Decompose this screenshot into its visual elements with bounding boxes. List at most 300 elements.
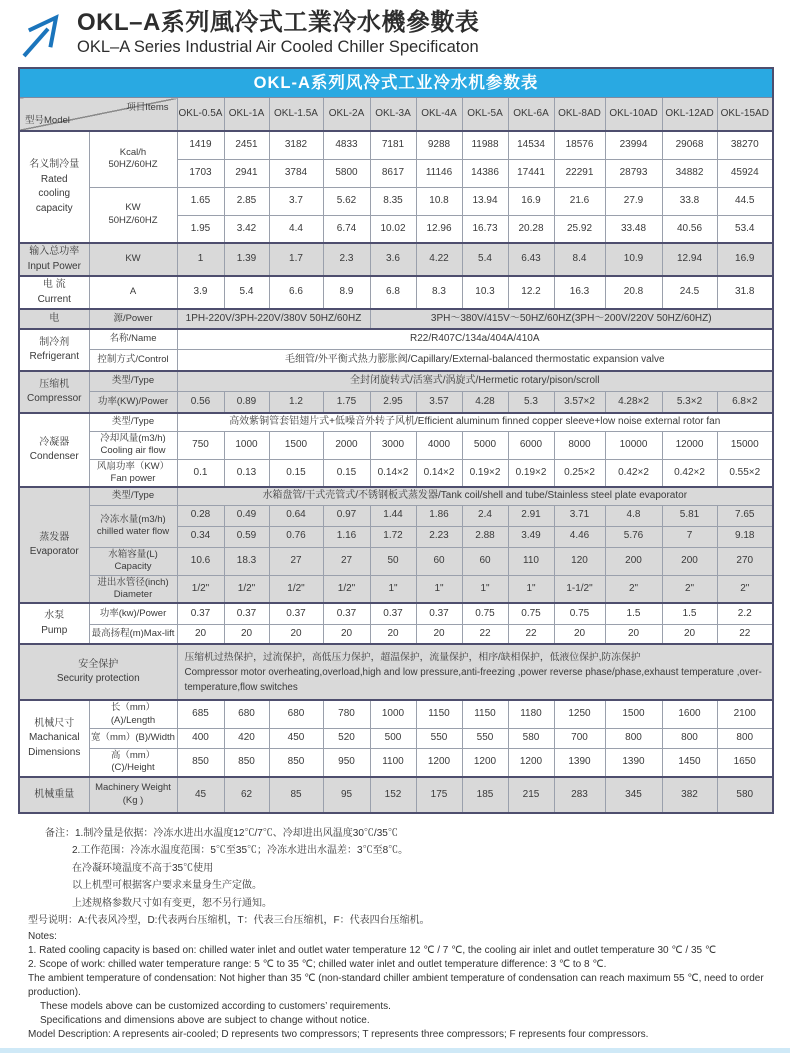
spec-cell: 0.64 bbox=[269, 505, 323, 526]
spec-cell: 14386 bbox=[462, 159, 508, 187]
spec-cell: 4.8 bbox=[605, 505, 662, 526]
spec-cell: 12.2 bbox=[508, 276, 554, 309]
model-header: OKL-8AD bbox=[554, 98, 605, 132]
spec-cell: 0.28 bbox=[177, 505, 224, 526]
spec-cell: 0.37 bbox=[370, 603, 416, 624]
spec-cell: 2100 bbox=[717, 700, 773, 728]
spec-cell: 1 bbox=[177, 243, 224, 276]
spec-cell: 152 bbox=[370, 777, 416, 813]
spec-cell: 685 bbox=[177, 700, 224, 728]
spec-cell: 0.75 bbox=[462, 603, 508, 624]
row-group-label: 名义制冷量 Rated cooling capacity bbox=[19, 131, 89, 243]
spec-cell: 3.6 bbox=[370, 243, 416, 276]
spec-cell: 7 bbox=[662, 526, 717, 547]
spec-cell: 4833 bbox=[323, 131, 370, 159]
spec-cell: 20 bbox=[554, 624, 605, 644]
model-header: OKL-15AD bbox=[717, 98, 773, 132]
spec-cell: 4000 bbox=[416, 431, 462, 459]
spec-span-cell: 高效紫铜管套铝翅片式+低噪音外转子风机/Efficient aluminum finned copper sleeve+low noise external rotor fan bbox=[177, 413, 773, 431]
spec-cell: 1-1/2" bbox=[554, 575, 605, 603]
spec-cell: 1250 bbox=[554, 700, 605, 728]
spec-cell: 3.7 bbox=[269, 187, 323, 215]
item-label: 功率(KW)/Power bbox=[89, 391, 177, 413]
spec-cell: 24.5 bbox=[662, 276, 717, 309]
note-line: 2.工作范围：冷冻水温度范围：5℃至35℃；冷冻水进出水温差：3℃至8℃。 bbox=[72, 845, 409, 857]
spec-cell: 0.37 bbox=[224, 603, 269, 624]
spec-cell: 2.2 bbox=[717, 603, 773, 624]
spec-cell: 500 bbox=[370, 729, 416, 749]
spec-span-cell: 压缩机过热保护，过流保护，高低压力保护，超温保护，流量保护，相序/缺相保护，低液位保护,防冻保护 Compressor motor overheating,overload,high and low pressure,anti-freezing ,power reverse phase/phase,exhaust temperature ,over-temperature,flow switches bbox=[177, 644, 773, 700]
spec-cell: 7.65 bbox=[717, 505, 773, 526]
spec-cell: 1200 bbox=[416, 749, 462, 777]
spec-cell: 27 bbox=[323, 547, 370, 575]
spec-cell: 0.1 bbox=[177, 459, 224, 487]
spec-cell: 580 bbox=[508, 729, 554, 749]
spec-cell: 850 bbox=[269, 749, 323, 777]
spec-cell: 20 bbox=[177, 624, 224, 644]
model-header: OKL-2A bbox=[323, 98, 370, 132]
note-line: 备注：1.制冷量是依据：冷冻水进出水温度12℃/7℃、冷却进出风温度30℃/35℃ bbox=[45, 827, 398, 839]
spec-cell: 23994 bbox=[605, 131, 662, 159]
spec-cell: 1390 bbox=[605, 749, 662, 777]
note-line: 1. Rated cooling capacity is based on: chilled water inlet and outlet water temperature 12 ℃ / 7 ℃, the cooling air inlet and outlet temperature 30 ℃ / 35 ℃ bbox=[28, 944, 717, 956]
item-label: 源/Power bbox=[89, 309, 177, 329]
spec-cell: 60 bbox=[416, 547, 462, 575]
spec-cell: 10.3 bbox=[462, 276, 508, 309]
spec-cell: 850 bbox=[224, 749, 269, 777]
spec-cell: 1390 bbox=[554, 749, 605, 777]
spec-cell: 15000 bbox=[717, 431, 773, 459]
row-group-label: 机械尺寸 Machanical Dimensions bbox=[19, 700, 89, 776]
spec-cell: 20 bbox=[416, 624, 462, 644]
spec-cell: 17441 bbox=[508, 159, 554, 187]
spec-cell: 1500 bbox=[269, 431, 323, 459]
row-group-label: 电 bbox=[19, 309, 89, 329]
spec-cell: 1" bbox=[508, 575, 554, 603]
model-header: OKL-0.5A bbox=[177, 98, 224, 132]
spec-cell: 4.28 bbox=[462, 391, 508, 413]
spec-cell: 2.23 bbox=[416, 526, 462, 547]
spec-cell: 1.16 bbox=[323, 526, 370, 547]
model-header: OKL-12AD bbox=[662, 98, 717, 132]
spec-cell: 20 bbox=[370, 624, 416, 644]
spec-cell: 2" bbox=[717, 575, 773, 603]
spec-cell: 2.4 bbox=[462, 505, 508, 526]
spec-cell: 22 bbox=[508, 624, 554, 644]
row-group-label: 水泵 Pump bbox=[19, 603, 89, 644]
spec-cell: 0.42×2 bbox=[605, 459, 662, 487]
table-title: OKL-A系列风冷式工业冷水机参数表 bbox=[19, 68, 773, 98]
item-label: 冷冻水量(m3/h) chilled water flow bbox=[89, 505, 177, 547]
spec-cell: 8.3 bbox=[416, 276, 462, 309]
spec-cell: 12.96 bbox=[416, 215, 462, 243]
spec-cell: 20.28 bbox=[508, 215, 554, 243]
note-line: 上述规格参数尺寸如有变更，恕不另行通知。 bbox=[72, 897, 272, 909]
spec-cell: 680 bbox=[224, 700, 269, 728]
spec-cell: 9.18 bbox=[717, 526, 773, 547]
spec-cell: 2.91 bbox=[508, 505, 554, 526]
spec-cell: 1000 bbox=[370, 700, 416, 728]
spec-cell: 0.15 bbox=[269, 459, 323, 487]
spec-cell: 0.76 bbox=[269, 526, 323, 547]
item-label: A bbox=[89, 276, 177, 309]
spec-span-cell: 水箱盘管/干式壳管式/不锈钢板式蒸发器/Tank coil/shell and tube/Stainless steel plate evaporator bbox=[177, 487, 773, 505]
spec-cell: 3.57 bbox=[416, 391, 462, 413]
row-group-label: 输入总功率 Input Power bbox=[19, 243, 89, 276]
spec-cell: 8617 bbox=[370, 159, 416, 187]
spec-cell: 5.4 bbox=[224, 276, 269, 309]
spec-cell: 20 bbox=[605, 624, 662, 644]
spec-cell: 1.5 bbox=[662, 603, 717, 624]
item-label: 功率(kw)/Power bbox=[89, 603, 177, 624]
spec-cell: 2451 bbox=[224, 131, 269, 159]
spec-cell: 5.3×2 bbox=[662, 391, 717, 413]
spec-cell: 4.46 bbox=[554, 526, 605, 547]
page-header bbox=[0, 0, 790, 63]
spec-cell: 1450 bbox=[662, 749, 717, 777]
item-label: 长（mm）(A)/Length bbox=[89, 700, 177, 728]
notes-zh bbox=[28, 825, 790, 930]
spec-cell: 2.88 bbox=[462, 526, 508, 547]
spec-cell: 38270 bbox=[717, 131, 773, 159]
spec-cell: 1150 bbox=[462, 700, 508, 728]
spec-cell: 34882 bbox=[662, 159, 717, 187]
item-label: Machinery Weight (Kg ) bbox=[89, 777, 177, 813]
spec-span-cell: 全封闭旋转式/活塞式/涡旋式/Hermetic rotary/pison/scroll bbox=[177, 371, 773, 391]
model-header: OKL-6A bbox=[508, 98, 554, 132]
spec-cell: 1180 bbox=[508, 700, 554, 728]
spec-cell: 29068 bbox=[662, 131, 717, 159]
spec-cell: 450 bbox=[269, 729, 323, 749]
item-label: 类型/Type bbox=[89, 371, 177, 391]
item-label: 类型/Type bbox=[89, 487, 177, 505]
spec-cell: 10.02 bbox=[370, 215, 416, 243]
spec-cell: 13.94 bbox=[462, 187, 508, 215]
spec-cell: 22 bbox=[717, 624, 773, 644]
spec-cell: 1600 bbox=[662, 700, 717, 728]
spec-cell: 27 bbox=[269, 547, 323, 575]
spec-cell: 1.39 bbox=[224, 243, 269, 276]
spec-cell: 1.86 bbox=[416, 505, 462, 526]
spec-cell: 6.74 bbox=[323, 215, 370, 243]
item-label: 风扇功率（KW） Fan power bbox=[89, 459, 177, 487]
row-group-label: 机械重量 bbox=[19, 777, 89, 813]
spec-cell: 850 bbox=[177, 749, 224, 777]
spec-cell: 1.65 bbox=[177, 187, 224, 215]
spec-cell: 6.8×2 bbox=[717, 391, 773, 413]
spec-cell: 11146 bbox=[416, 159, 462, 187]
spec-cell: 21.6 bbox=[554, 187, 605, 215]
spec-cell: 1" bbox=[416, 575, 462, 603]
spec-cell: 270 bbox=[717, 547, 773, 575]
spec-cell: 1/2" bbox=[224, 575, 269, 603]
spec-cell: 520 bbox=[323, 729, 370, 749]
spec-cell: 345 bbox=[605, 777, 662, 813]
spec-cell: 10000 bbox=[605, 431, 662, 459]
spec-cell: 1703 bbox=[177, 159, 224, 187]
note-line: 以上机型可根据客户要求来量身生产定做。 bbox=[72, 880, 262, 892]
spec-cell: 20 bbox=[323, 624, 370, 644]
spec-cell: 22291 bbox=[554, 159, 605, 187]
spec-cell: 382 bbox=[662, 777, 717, 813]
spec-cell: 1" bbox=[370, 575, 416, 603]
spec-cell: 680 bbox=[269, 700, 323, 728]
spec-cell: 0.25×2 bbox=[554, 459, 605, 487]
spec-span-cell: 毛细管/外平衡式热力膨胀阀/Capillary/External-balanced thermostatic expansion valve bbox=[177, 349, 773, 371]
spec-cell: 5.81 bbox=[662, 505, 717, 526]
spec-cell: 3.57×2 bbox=[554, 391, 605, 413]
page-titles bbox=[77, 9, 479, 57]
spec-cell: 0.97 bbox=[323, 505, 370, 526]
spec-cell: 3182 bbox=[269, 131, 323, 159]
spec-cell: 5800 bbox=[323, 159, 370, 187]
row-group-label: 安全保护 Security protection bbox=[19, 644, 177, 700]
spec-cell: 16.3 bbox=[554, 276, 605, 309]
spec-cell: 2" bbox=[662, 575, 717, 603]
row-group-label: 制冷剂 Refrigerant bbox=[19, 329, 89, 371]
spec-cell: 5.62 bbox=[323, 187, 370, 215]
spec-cell: 14534 bbox=[508, 131, 554, 159]
spec-cell: 0.14×2 bbox=[370, 459, 416, 487]
spec-cell: 110 bbox=[508, 547, 554, 575]
spec-cell: 6.6 bbox=[269, 276, 323, 309]
spec-span-cell: 3PH～380V/415V～50HZ/60HZ(3PH～200V/220V 50HZ/60HZ) bbox=[370, 309, 773, 329]
spec-cell: 1.7 bbox=[269, 243, 323, 276]
spec-span-cell: R22/R407C/134a/404A/410A bbox=[177, 329, 773, 349]
spec-cell: 44.5 bbox=[717, 187, 773, 215]
spec-cell: 0.75 bbox=[554, 603, 605, 624]
spec-cell: 0.55×2 bbox=[717, 459, 773, 487]
row-group-label: 压缩机 Compressor bbox=[19, 371, 89, 413]
spec-cell: 0.89 bbox=[224, 391, 269, 413]
note-line: 在冷凝环境温度不高于35℃使用 bbox=[72, 862, 214, 874]
spec-cell: 7181 bbox=[370, 131, 416, 159]
spec-cell: 4.22 bbox=[416, 243, 462, 276]
arrow-up-right-icon bbox=[16, 11, 64, 61]
spec-cell: 0.14×2 bbox=[416, 459, 462, 487]
item-label: 水箱容量(L) Capacity bbox=[89, 547, 177, 575]
corner-model-label: 型号Model bbox=[25, 115, 70, 127]
model-header: OKL-1A bbox=[224, 98, 269, 132]
model-header: OKL-1.5A bbox=[269, 98, 323, 132]
spec-cell: 33.48 bbox=[605, 215, 662, 243]
spec-cell: 27.9 bbox=[605, 187, 662, 215]
table-corner-cell bbox=[19, 98, 177, 132]
spec-cell: 45 bbox=[177, 777, 224, 813]
spec-cell: 8.9 bbox=[323, 276, 370, 309]
doc-title-en: OKL–A Series Industrial Air Cooled Chiller Specificaton bbox=[77, 37, 479, 56]
spec-cell: 4.4 bbox=[269, 215, 323, 243]
spec-cell: 1.75 bbox=[323, 391, 370, 413]
model-header: OKL-5A bbox=[462, 98, 508, 132]
item-label: KW bbox=[89, 243, 177, 276]
spec-cell: 1100 bbox=[370, 749, 416, 777]
spec-cell: 0.19×2 bbox=[508, 459, 554, 487]
spec-cell: 10.9 bbox=[605, 243, 662, 276]
spec-cell: 5.3 bbox=[508, 391, 554, 413]
spec-cell: 4.28×2 bbox=[605, 391, 662, 413]
spec-cell: 580 bbox=[717, 777, 773, 813]
spec-cell: 1200 bbox=[462, 749, 508, 777]
spec-cell: 2000 bbox=[323, 431, 370, 459]
model-header: OKL-3A bbox=[370, 98, 416, 132]
spec-cell: 16.73 bbox=[462, 215, 508, 243]
notes-en bbox=[28, 930, 790, 1042]
spec-cell: 20 bbox=[224, 624, 269, 644]
spec-cell: 700 bbox=[554, 729, 605, 749]
row-group-label: 冷凝器 Condenser bbox=[19, 413, 89, 487]
spec-cell: 20 bbox=[269, 624, 323, 644]
spec-cell: 1.72 bbox=[370, 526, 416, 547]
spec-cell: 1/2" bbox=[269, 575, 323, 603]
spec-cell: 33.8 bbox=[662, 187, 717, 215]
spec-cell: 0.37 bbox=[323, 603, 370, 624]
spec-cell: 1/2" bbox=[323, 575, 370, 603]
spec-cell: 0.34 bbox=[177, 526, 224, 547]
spec-cell: 0.19×2 bbox=[462, 459, 508, 487]
spec-cell: 20.8 bbox=[605, 276, 662, 309]
spec-cell: 1/2" bbox=[177, 575, 224, 603]
spec-cell: 2.85 bbox=[224, 187, 269, 215]
spec-cell: 1.44 bbox=[370, 505, 416, 526]
spec-cell: 2.95 bbox=[370, 391, 416, 413]
spec-cell: 62 bbox=[224, 777, 269, 813]
spec-cell: 95 bbox=[323, 777, 370, 813]
spec-cell: 1419 bbox=[177, 131, 224, 159]
note-line: Model Description: A represents air-cooled; D represents two compressors; T represents three compressors; F represents four compressors. bbox=[28, 1028, 649, 1040]
spec-cell: 20 bbox=[662, 624, 717, 644]
spec-cell: 175 bbox=[416, 777, 462, 813]
spec-cell: 18576 bbox=[554, 131, 605, 159]
note-line: Notes: bbox=[28, 930, 57, 942]
spec-cell: 12.94 bbox=[662, 243, 717, 276]
spec-cell: 283 bbox=[554, 777, 605, 813]
spec-cell: 2941 bbox=[224, 159, 269, 187]
spec-cell: 0.37 bbox=[177, 603, 224, 624]
spec-cell: 1.2 bbox=[269, 391, 323, 413]
spec-cell: 45924 bbox=[717, 159, 773, 187]
spec-cell: 3.9 bbox=[177, 276, 224, 309]
spec-cell: 0.13 bbox=[224, 459, 269, 487]
spec-cell: 10.8 bbox=[416, 187, 462, 215]
spec-cell: 0.59 bbox=[224, 526, 269, 547]
item-label: KW 50HZ/60HZ bbox=[89, 187, 177, 243]
spec-cell: 11988 bbox=[462, 131, 508, 159]
spec-cell: 0.49 bbox=[224, 505, 269, 526]
spec-cell: 1150 bbox=[416, 700, 462, 728]
corner-items-label: 项目Items bbox=[126, 102, 169, 113]
spec-cell: 85 bbox=[269, 777, 323, 813]
spec-cell: 1650 bbox=[717, 749, 773, 777]
spec-cell: 16.9 bbox=[508, 187, 554, 215]
model-header: OKL-10AD bbox=[605, 98, 662, 132]
spec-cell: 31.8 bbox=[717, 276, 773, 309]
spec-cell: 5.76 bbox=[605, 526, 662, 547]
chiller-spec-table bbox=[18, 67, 774, 814]
spec-cell: 0.37 bbox=[416, 603, 462, 624]
spec-cell: 40.56 bbox=[662, 215, 717, 243]
note-line: The ambient temperature of condensation: Not higher than 35 ℃ (non-standard chiller ambient temperature of condensation can reach maximum 55 ℃, need to order production). bbox=[28, 972, 764, 998]
spec-cell: 1" bbox=[462, 575, 508, 603]
spec-cell: 3000 bbox=[370, 431, 416, 459]
spec-cell: 0.15 bbox=[323, 459, 370, 487]
note-line: 2. Scope of work: chilled water temperature range: 5 ℃ to 35 ℃; chilled water inlet and outlet temperature difference: 3 ℃ to 8 ℃. bbox=[28, 958, 607, 970]
notes-section bbox=[28, 825, 790, 1042]
note-line: Specifications and dimensions above are subject to change without notice. bbox=[40, 1014, 370, 1026]
spec-cell: 6000 bbox=[508, 431, 554, 459]
spec-cell: 6.8 bbox=[370, 276, 416, 309]
spec-cell: 400 bbox=[177, 729, 224, 749]
spec-span-cell: 1PH-220V/3PH-220V/380V 50HZ/60HZ bbox=[177, 309, 370, 329]
item-label: 冷却风量(m3/h) Cooling air flow bbox=[89, 431, 177, 459]
spec-cell: 780 bbox=[323, 700, 370, 728]
row-group-label: 蒸发器 Evaporator bbox=[19, 487, 89, 603]
spec-cell: 800 bbox=[662, 729, 717, 749]
spec-cell: 10.6 bbox=[177, 547, 224, 575]
item-label: Kcal/h 50HZ/60HZ bbox=[89, 131, 177, 187]
bottom-strip bbox=[0, 1048, 790, 1053]
spec-cell: 50 bbox=[370, 547, 416, 575]
spec-cell: 2.3 bbox=[323, 243, 370, 276]
spec-cell: 6.43 bbox=[508, 243, 554, 276]
spec-cell: 9288 bbox=[416, 131, 462, 159]
item-label: 最高扬程(m)Max-lift bbox=[89, 624, 177, 644]
spec-cell: 0.56 bbox=[177, 391, 224, 413]
spec-cell: 3.42 bbox=[224, 215, 269, 243]
spec-cell: 185 bbox=[462, 777, 508, 813]
spec-cell: 18.3 bbox=[224, 547, 269, 575]
spec-cell: 25.92 bbox=[554, 215, 605, 243]
item-label: 宽（mm）(B)/Width bbox=[89, 729, 177, 749]
spec-cell: 8.4 bbox=[554, 243, 605, 276]
spec-cell: 12000 bbox=[662, 431, 717, 459]
spec-cell: 800 bbox=[717, 729, 773, 749]
spec-cell: 22 bbox=[462, 624, 508, 644]
row-group-label: 电 流 Current bbox=[19, 276, 89, 309]
spec-cell: 5.4 bbox=[462, 243, 508, 276]
spec-cell: 420 bbox=[224, 729, 269, 749]
spec-cell: 3.71 bbox=[554, 505, 605, 526]
spec-cell: 8000 bbox=[554, 431, 605, 459]
spec-cell: 8.35 bbox=[370, 187, 416, 215]
spec-cell: 0.75 bbox=[508, 603, 554, 624]
spec-cell: 1500 bbox=[605, 700, 662, 728]
spec-cell: 0.37 bbox=[269, 603, 323, 624]
spec-cell: 5000 bbox=[462, 431, 508, 459]
spec-cell: 800 bbox=[605, 729, 662, 749]
spec-cell: 3.49 bbox=[508, 526, 554, 547]
spec-cell: 1200 bbox=[508, 749, 554, 777]
spec-cell: 200 bbox=[662, 547, 717, 575]
note-line: 型号说明：A:代表风冷型，D:代表两台压缩机，T：代表三台压缩机，F：代表四台压缩机。 bbox=[28, 915, 430, 927]
spec-cell: 60 bbox=[462, 547, 508, 575]
spec-cell: 16.9 bbox=[717, 243, 773, 276]
spec-cell: 950 bbox=[323, 749, 370, 777]
spec-cell: 28793 bbox=[605, 159, 662, 187]
spec-cell: 3784 bbox=[269, 159, 323, 187]
spec-cell: 550 bbox=[462, 729, 508, 749]
item-label: 高（mm）(C)/Height bbox=[89, 749, 177, 777]
doc-title-zh: OKL–A系列風冷式工業冷水機參數表 bbox=[77, 9, 480, 36]
spec-cell: 1.95 bbox=[177, 215, 224, 243]
spec-cell: 750 bbox=[177, 431, 224, 459]
item-label: 名称/Name bbox=[89, 329, 177, 349]
note-line: These models above can be customized according to customers’ requirements. bbox=[40, 1000, 391, 1012]
item-label: 进出水管径(inch) Diameter bbox=[89, 575, 177, 603]
spec-cell: 200 bbox=[605, 547, 662, 575]
spec-cell: 550 bbox=[416, 729, 462, 749]
spec-cell: 120 bbox=[554, 547, 605, 575]
